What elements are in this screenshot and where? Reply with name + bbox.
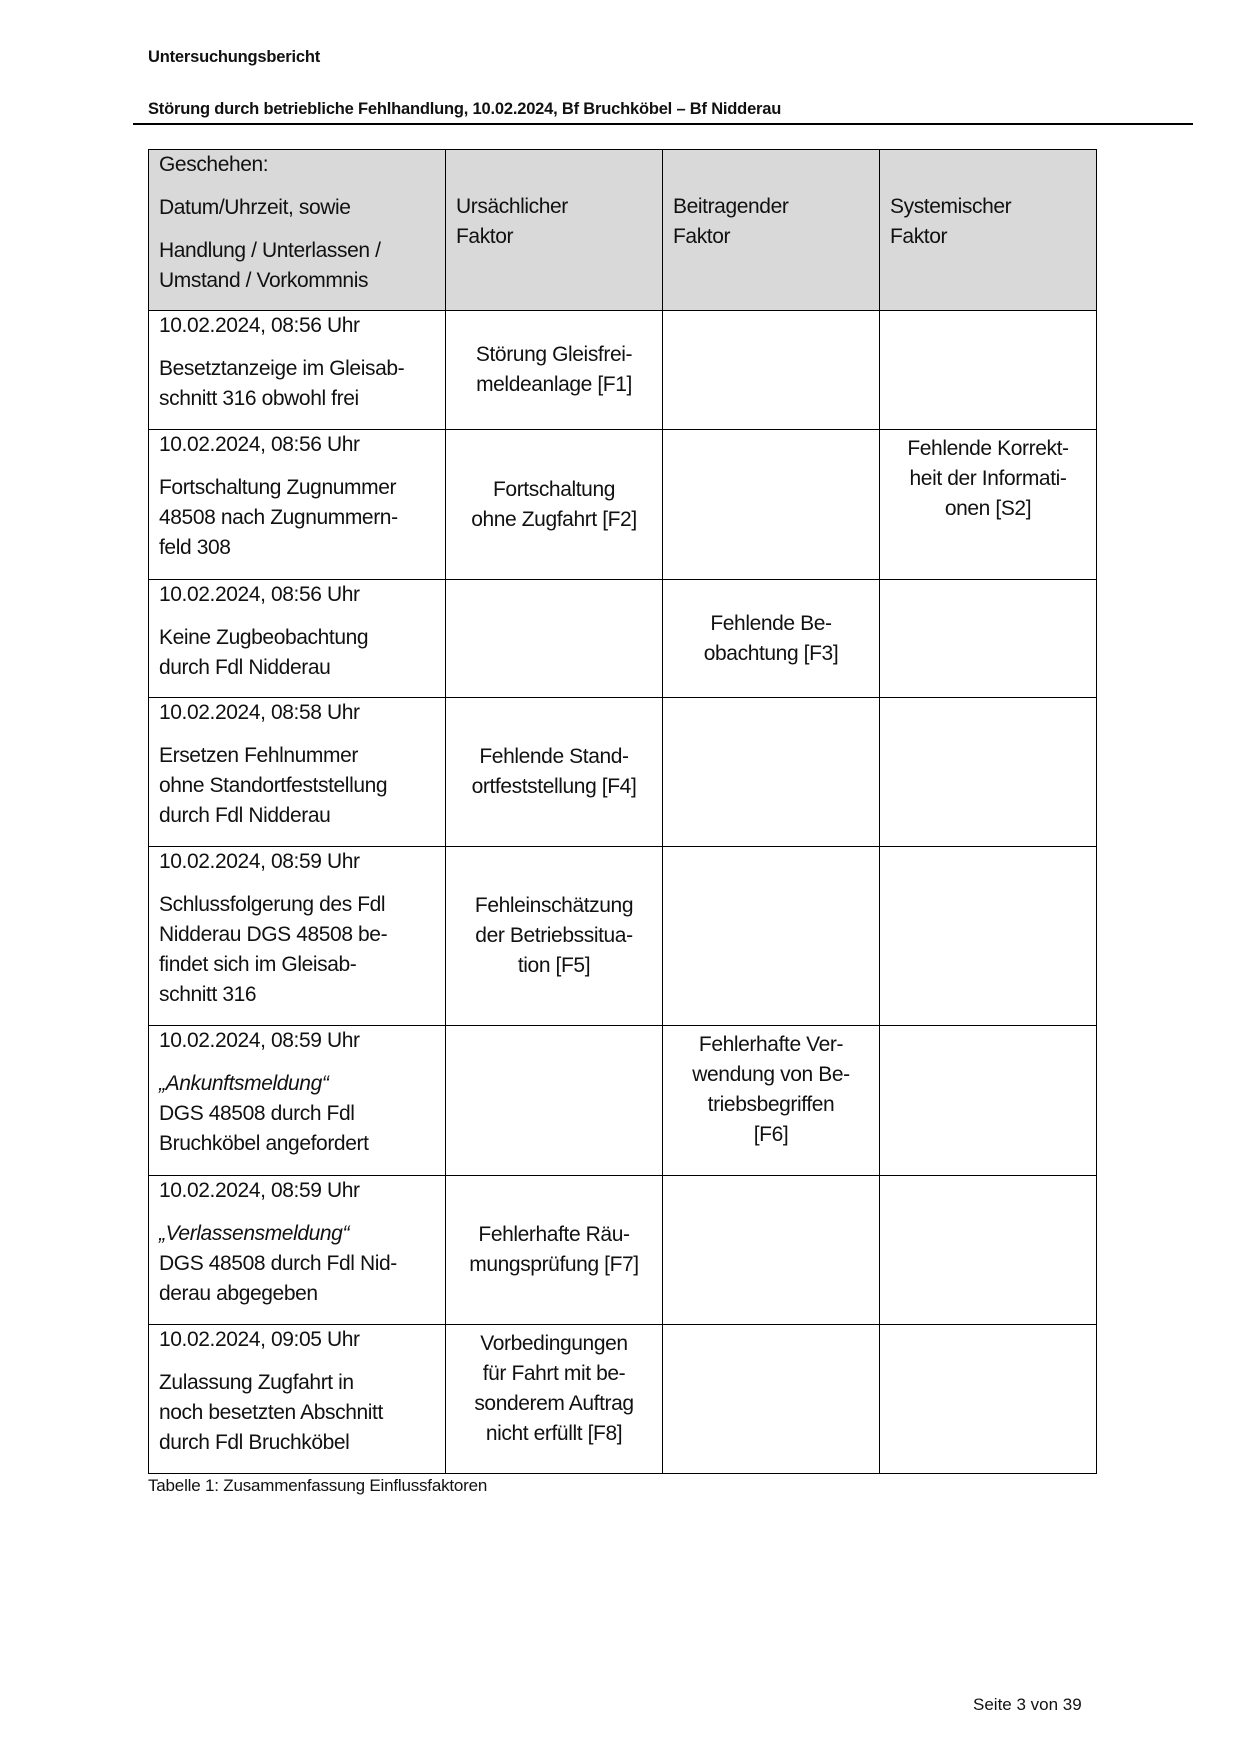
event-description: Zulassung Zugfahrt in noch besetzten Abschnitt durch Fdl Bruchköbel (159, 1371, 383, 1454)
contributing-factor-cell (663, 698, 880, 847)
systemic-factor-cell: Fehlende Korrekt- heit der Informati- onen [S2] (880, 430, 1097, 580)
influence-factors-table (148, 149, 1097, 1474)
systemic-factor-cell (880, 580, 1097, 698)
table-caption: Tabelle 1: Zusammenfassung Einflussfaktoren (148, 1476, 488, 1495)
table-row (149, 580, 1097, 698)
causal-factor-cell (446, 1026, 663, 1176)
header-contributing-factor: Beitragender Faktor (663, 150, 880, 311)
contributing-factor-cell: Fehlerhafte Ver- wendung von Be- triebsbegriffen [F6] (663, 1026, 880, 1176)
systemic-factor-cell (880, 311, 1097, 430)
event-time: 10.02.2024, 09:05 Uhr (159, 1328, 360, 1351)
event-description: DGS 48508 durch Fdl Nid- derau abgegeben (159, 1252, 397, 1305)
table-row (149, 430, 1097, 580)
contributing-factor-cell (663, 311, 880, 430)
contributing-factor-cell (663, 1176, 880, 1325)
contributing-factor-cell (663, 1325, 880, 1474)
causal-factor-cell: Fortschaltung ohne Zugfahrt [F2] (446, 430, 663, 580)
event-description: Fortschaltung Zugnummer 48508 nach Zugnummern- feld 308 (159, 476, 398, 559)
event-cell (149, 1176, 446, 1325)
event-time: 10.02.2024, 08:59 Uhr (159, 1179, 360, 1202)
causal-factor-cell: Fehleinschätzung der Betriebssitua- tion [F5] (446, 847, 663, 1026)
causal-factor-cell: Vorbedingungen für Fahrt mit be- sonderem Auftrag nicht erfüllt [F8] (446, 1325, 663, 1474)
table-row (149, 847, 1097, 1026)
header-event-line: Geschehen: (159, 153, 269, 176)
event-quote: „Verlassensmeldung“ (159, 1222, 350, 1245)
header-causal-factor: Ursächlicher Faktor (446, 150, 663, 311)
event-description: Ersetzen Fehlnummer ohne Standortfeststellung durch Fdl Nidderau (159, 744, 388, 827)
page-number: Seite 3 von 39 (973, 1695, 1082, 1714)
header-systemic-factor: Systemischer Faktor (880, 150, 1097, 311)
header-event-line: Handlung / Unterlassen / Umstand / Vorkommnis (159, 239, 381, 292)
systemic-factor-cell (880, 1026, 1097, 1176)
table-row (149, 1325, 1097, 1474)
event-cell (149, 1026, 446, 1176)
systemic-factor-cell (880, 1325, 1097, 1474)
event-quote: „Ankunftsmeldung“ (159, 1072, 329, 1095)
causal-factor-cell: Fehlende Stand- ortfeststellung [F4] (446, 698, 663, 847)
event-cell (149, 1325, 446, 1474)
event-time: 10.02.2024, 08:56 Uhr (159, 314, 360, 337)
event-description: DGS 48508 durch Fdl Bruchköbel angefordert (159, 1102, 369, 1155)
event-time: 10.02.2024, 08:59 Uhr (159, 1029, 360, 1052)
document-type: Untersuchungsbericht (148, 48, 321, 66)
systemic-factor-cell (880, 847, 1097, 1026)
event-time: 10.02.2024, 08:59 Uhr (159, 850, 360, 873)
contributing-factor-cell (663, 430, 880, 580)
event-description: Schlussfolgerung des Fdl Nidderau DGS 48508 be- findet sich im Gleisab- schnitt 316 (159, 893, 388, 1006)
event-cell (149, 698, 446, 847)
event-description: Keine Zugbeobachtung durch Fdl Nidderau (159, 626, 369, 679)
event-time: 10.02.2024, 08:56 Uhr (159, 433, 360, 456)
causal-factor-cell (446, 580, 663, 698)
event-time: 10.02.2024, 08:58 Uhr (159, 701, 360, 724)
event-cell (149, 580, 446, 698)
systemic-factor-cell (880, 698, 1097, 847)
contributing-factor-cell (663, 847, 880, 1026)
table-header-row (149, 150, 1097, 311)
table-row (149, 698, 1097, 847)
event-description: Besetztanzeige im Gleisab- schnitt 316 obwohl frei (159, 357, 405, 410)
event-cell (149, 847, 446, 1026)
causal-factor-cell: Fehlerhafte Räu- mungsprüfung [F7] (446, 1176, 663, 1325)
contributing-factor-cell: Fehlende Be- obachtung [F3] (663, 580, 880, 698)
event-time: 10.02.2024, 08:56 Uhr (159, 583, 360, 606)
table-row (149, 1176, 1097, 1325)
header-rule (133, 123, 1193, 125)
table-row (149, 311, 1097, 430)
header-event-line: Datum/Uhrzeit, sowie (159, 196, 351, 219)
table-row (149, 1026, 1097, 1176)
event-cell (149, 311, 446, 430)
header-event (149, 150, 446, 311)
event-cell (149, 430, 446, 580)
document-subject: Störung durch betriebliche Fehlhandlung, 10.02.2024, Bf Bruchköbel – Bf Nidderau (148, 100, 782, 118)
causal-factor-cell: Störung Gleisfrei- meldeanlage [F1] (446, 311, 663, 430)
systemic-factor-cell (880, 1176, 1097, 1325)
